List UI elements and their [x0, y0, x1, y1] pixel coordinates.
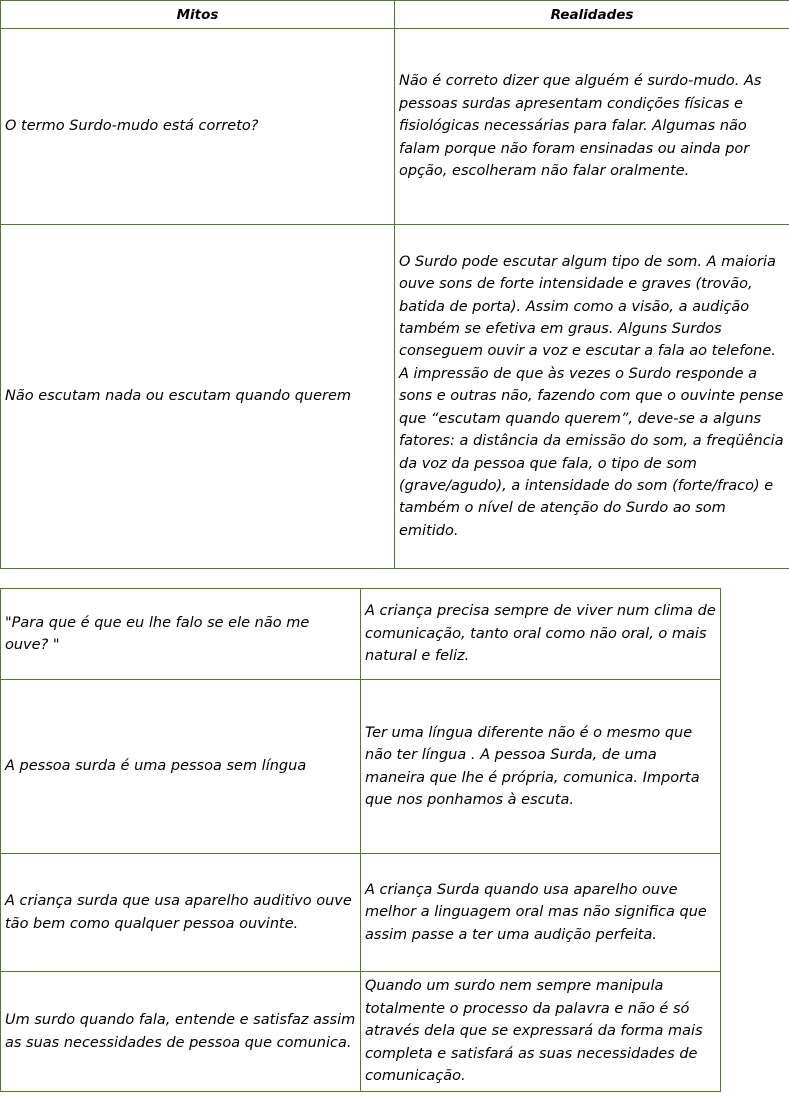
realidade-cell: Não é correto dizer que alguém é surdo-mudo. As pessoas surdas apresentam condições físicas e fisiológicas necessárias para falar. Algumas não falam porque não foram ensinadas ou ainda por opção, escolheram não falar oralmente. — [395, 29, 789, 225]
mito-cell: A pessoa surda é uma pessoa sem língua — [1, 680, 361, 854]
header-mitos: Mitos — [1, 1, 395, 29]
table-row — [1, 29, 789, 225]
realidade-cell: A criança Surda quando usa aparelho ouve melhor a linguagem oral mas não significa que assim passe a ter uma audição perfeita. — [361, 854, 721, 972]
header-realidades: Realidades — [395, 1, 789, 29]
mito-cell: A criança surda que usa aparelho auditivo ouve tão bem como qualquer pessoa ouvinte. — [1, 854, 361, 972]
table-row — [1, 854, 721, 972]
mito-cell: Um surdo quando fala, entende e satisfaz assim as suas necessidades de pessoa que comunica. — [1, 972, 361, 1092]
myths-table-2 — [0, 588, 721, 1092]
mito-cell: "Para que é que eu lhe falo se ele não me ouve? " — [1, 589, 361, 680]
realidade-cell: Quando um surdo nem sempre manipula totalmente o processo da palavra e não é só através dela que se expressará da forma mais completa e satisfará as suas necessidades de comunicação. — [361, 972, 721, 1092]
table-row — [1, 972, 721, 1092]
header-row — [1, 1, 789, 29]
table-row — [1, 680, 721, 854]
realidade-cell: A criança precisa sempre de viver num clima de comunicação, tanto oral como não oral, o mais natural e feliz. — [361, 589, 721, 680]
mito-cell: Não escutam nada ou escutam quando querem — [1, 225, 395, 569]
realidade-cell: Ter uma língua diferente não é o mesmo que não ter língua . A pessoa Surda, de uma maneira que lhe é própria, comunica. Importa que nos ponhamos à escuta. — [361, 680, 721, 854]
table-row — [1, 589, 721, 680]
table-row — [1, 225, 789, 569]
mito-cell: O termo Surdo-mudo está correto? — [1, 29, 395, 225]
realidade-cell: O Surdo pode escutar algum tipo de som. A maioria ouve sons de forte intensidade e graves (trovão, batida de porta). Assim como a visão, a audição também se efetiva em graus. Alguns Surdos conseguem ouvir a voz e escutar a fala ao telefone. A impressão de que às vezes o Surdo responde a sons e outras não, fazendo com que o ouvinte pense que “escutam quando querem”, deve-se a alguns fatores: a distância da emissão do som, a freqüência da voz da pessoa que fala, o tipo de som (grave/agudo), a intensidade do som (forte/fraco) e também o nível de atenção do Surdo ao som emitido. — [395, 225, 789, 569]
